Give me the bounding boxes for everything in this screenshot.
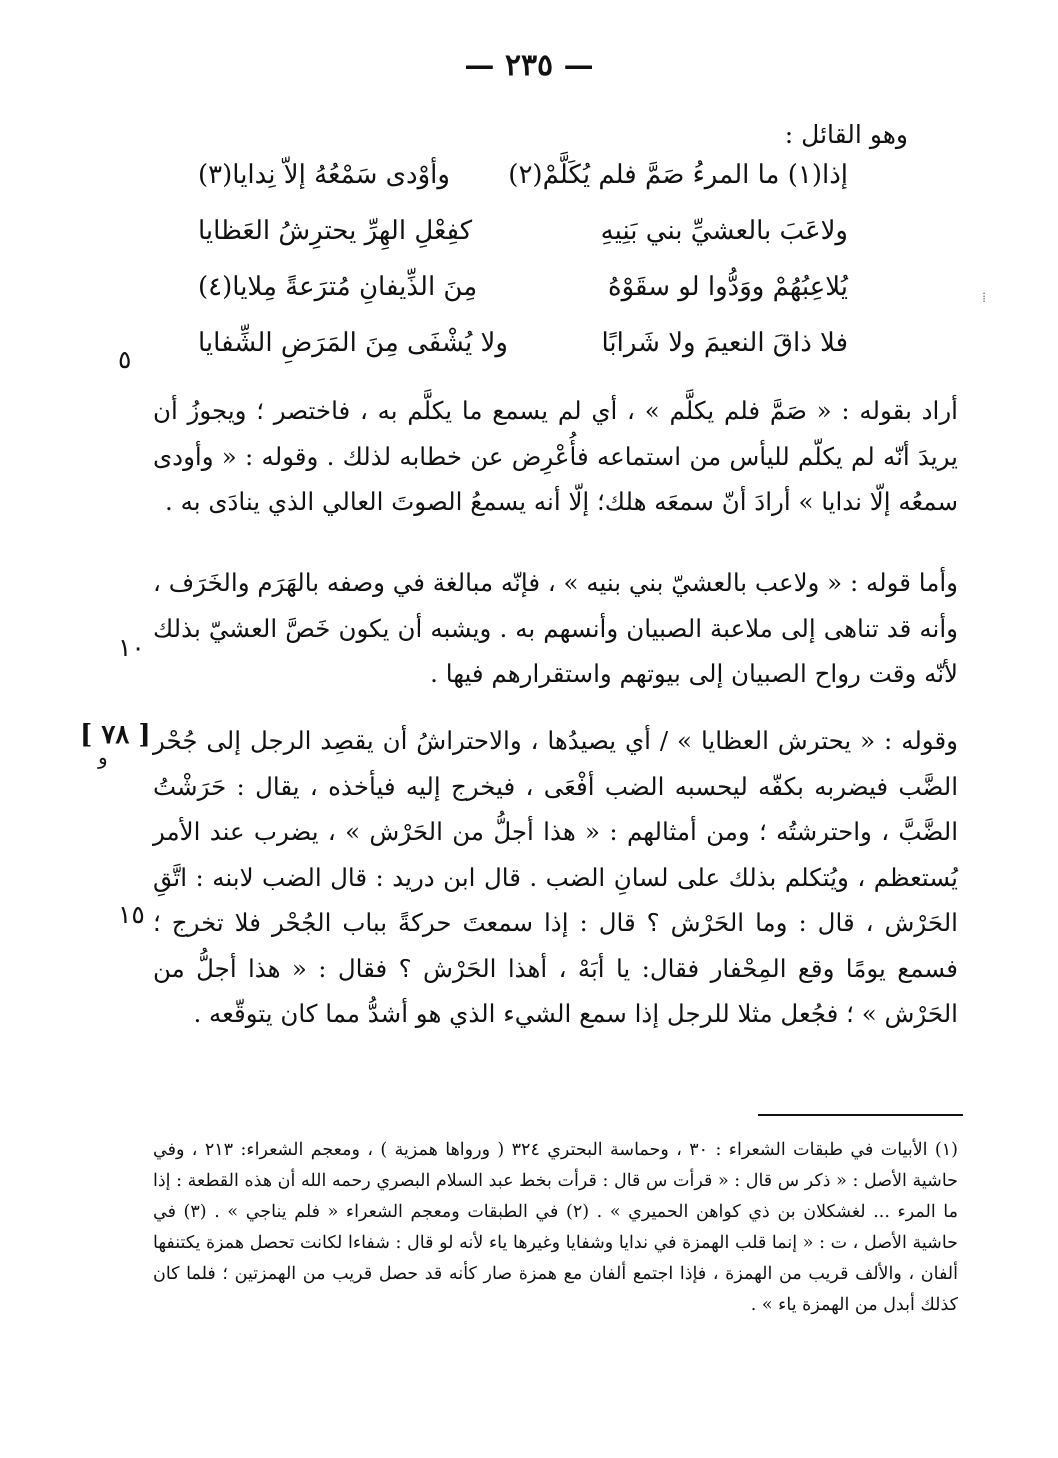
verse-second-hemistich: وأوْدى سَمْعُهُ إلاّ نِدايا(٣) — [198, 160, 450, 190]
verse-first-hemistich: ولاعَبَ بالعشيِّ بني بَنِيهِ — [600, 216, 848, 246]
footnote-text: (١) الأبيات في طبقات الشعراء : ٣٠ ، وحماسة البحتري ٣٢٤ ( ورواها همزية ) ، ومعجم الشعراء: ٢١٣ ، وفي حاشية الأصل : « ذكر س قال : « قرأت س قال : قرأت بخط عبد السلام البصري رحمه الله أن هذه القطعة : إذا ما المرء ... لغشكلان بن ذي كواهن الحميري » . (٢) في الطبقات ومعجم الشعراء « فلم يناجي » . (٣) في حاشية الأصل ، ت : « إنما قلب الهمزة في ندايا وشفايا وغيرها ياء لأنه لو قال : شفاءا لكانت تحصل همزة يكتنفها ألفان ، والألف قريب من الهمزة ، فإذا اجتمع ألفان مع همزة صار كأنه قد حصل قريب من الهمزتين ؛ فلما كان كذلك أبدل من الهمزة ياء » . — [153, 1140, 958, 1315]
verse-second-hemistich: مِنَ الذِّيفانِ مُترَعةً مِلايا(٤) — [198, 272, 478, 302]
verse-second-hemistich: كفِعْلِ الهِرِّ يحترِشُ العَظايا — [198, 216, 473, 246]
manuscript-folio-side: و — [98, 745, 108, 769]
verse — [198, 160, 848, 216]
verse-first-hemistich: إذا(١) ما المرءُ صَمَّ فلم يُكَلَّمْ(٢) — [508, 160, 848, 190]
poem-intro: وهو القائل : — [784, 120, 908, 149]
footnotes — [153, 1135, 958, 1321]
manuscript-folio-marker: [ ٧٨ ] — [80, 720, 151, 750]
verse — [198, 328, 848, 384]
paragraph-text: وقوله : « يحترش العظايا » / أي يصيدُها ، والاحتراشُ أن يقصِد الرجل إلى جُحْر الضَّب فيضربه بكفّه ليحسبه الضب أفْعَى ، فيخرج إليه فيأخذه ، يقال : حَرَشْتُ الضَّبَّ ، واحترشتُه ؛ ومن أمثالهم : « هذا أجلُّ من الحَرْش » ، يضرب عند الأمر يُستعظم ، ويُتكلم بذلك على لسانِ الضب . قال ابن دريد : قال الضب لابنه : اتَّقِ الحَرْش ، قال : وما الحَرْش ؟ قال : إذا سمعتَ حركةً بباب الجُحْر فلا تخرج ؛ فسمع يومًا وقع المِحْفار فقال: يا أبَهْ ، أهذا الحَرْش ؟ فقال : « هذا أجلُّ من الحَرْش » ؛ فجُعل مثلا للرجل إذا سمع الشيء الذي هو أشدُّ مما كان يتوقّعه . — [153, 726, 958, 1028]
verse — [198, 216, 848, 272]
paragraph-text: وأما قوله : « ولاعب بالعشيّ بني بنيه » ، فإنّه مبالغة في وصفه بالهَرَم والخَرَف ، وأنه قد تناهى إلى ملاعبة الصبيان وأنسهم به . ويشبه أن يكون خَصَّ العشيّ بذلك لأنّه وقت رواح الصبيان إلى بيوتهم واستقرارهم فيها . — [153, 568, 958, 688]
commentary-paragraph — [153, 560, 958, 697]
verse-second-hemistich: ولا يُشْفَى مِنَ المَرَضِ الشِّفايا — [198, 328, 508, 358]
commentary-paragraph — [153, 388, 958, 525]
line-number-10: ١٠ — [118, 633, 145, 662]
poem-block — [198, 160, 848, 384]
commentary-paragraph — [153, 718, 958, 1037]
line-number-15: ١٥ — [118, 900, 145, 929]
edge-mark: ⁞ — [982, 290, 986, 306]
paragraph-text: أراد بقوله : « صَمَّ فلم يكلَّم » ، أي لم يسمع ما يكلَّم به ، فاختصر ؛ ويجوزُ أن يريدَ أنّه لم يكلّم لليأس من استماعه فأُعْرِض عن خطابه لذلك . وقوله : « وأودى سمعُه إلّا ندايا » أرادَ أنّ سمعَه هلك؛ إلّا أنه يسمعُ الصوتَ العالي الذي ينادَى به . — [153, 396, 958, 516]
page-number: — ٢٣٥ — — [464, 48, 594, 83]
verse — [198, 272, 848, 328]
verse-first-hemistich: فلا ذاقَ النعيمَ ولا شَرابًا — [601, 328, 848, 358]
line-number-5: ٥ — [118, 345, 132, 374]
verse-first-hemistich: يُلاعِبُهُمْ ووَدُّوا لو سقَوْهُ — [607, 272, 848, 302]
footnote-divider — [758, 1114, 963, 1116]
